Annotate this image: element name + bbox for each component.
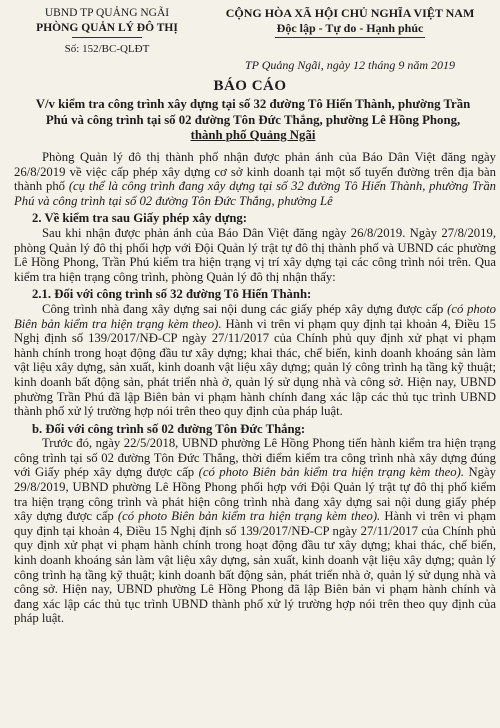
- agency-underline: [72, 37, 142, 38]
- document-body: [14, 150, 496, 626]
- subject-line-2: Phú và công trình tại số 02 đường Tôn Đức Thắng, phường Lê Hồng Phong,: [45, 112, 461, 127]
- section-2-1-heading: 2.1. Đối với công trình số 32 đường Tô Hiến Thành:: [32, 287, 312, 302]
- subject-line-1: V/v kiểm tra công trình xây dựng tại số 32 đường Tô Hiến Thành, phường Trần: [35, 97, 471, 111]
- section-2-paragraph: Sau khi nhận được phản ánh của Báo Dân Việt đăng ngày 26/8/2019. Ngày 27/8/2019, phòng Quản lý đô thị phối hợp với Đội Quản lý trật tự đô thị thành phố và UBND các phường Lê Hồng Phong, Trần Phú kiểm tra hiện trạng vị trí xây dựng tại các công trình nói trên. Qua kiểm tra hiện trạng công trình, phòng Quản lý đô thị nhận thấy:: [14, 225, 496, 284]
- document-date: TP Quảng Ngãi, ngày 12 tháng 9 năm 2019: [244, 58, 456, 72]
- section-b-paragraph: Trước đó, ngày 22/5/2018, UBND phường Lê Hồng Phong tiến hành kiểm tra hiện trạng công trình tại số 02 đường Tôn Đức Thắng, thời điểm kiểm tra công trình nhà xây dựng đúng với Giấy phép xây dựng được cấp (có photo Biên bản kiểm tra hiện trạng kèm theo). Ngày 29/8/2019, UBND phường Lê Hồng Phong phối hợp với Đội Quản lý trật tự đô thị phố kiểm tra hiện trạng công trình và phát hiện công trình nhà đang xây dựng sai nội dung giấy phép xây dựng được cấp (có photo Biên bản kiểm tra hiện trạng kèm theo). Hành vi trên vi phạm quy định tại khoản 4, Điều 15 Nghị định số 139/2017/NĐ-CP ngày 27/11/2017 của Chính phủ quy định xử phạt vi phạm hành chính trong hoạt động đầu tư xây dựng; khai thác, chế biến, kinh doanh khoáng sản làm vật liệu xây dựng, sản xuất, kinh doanh vật liệu xây dựng; quản lý công trình hạ tầng kỹ thuật; kinh doanh bất động sản, phát triển nhà ở, quản lý sử dụng nhà và công sở. Hiện nay, UBND phường Lê Hồng Phong đã lập Biên bản vi phạm hành chính và đang xác lập các thủ tục trình UBND thành phố xử lý trường hợp nói trên theo quy định của pháp luật.: [14, 436, 497, 626]
- document-subject: [14, 97, 492, 144]
- national-title: CỘNG HÒA XÃ HỘI CHỦ NGHĨA VIỆT NAM: [225, 6, 475, 20]
- section-2-heading: 2. Về kiểm tra sau Giấy phép xây dựng:: [32, 211, 247, 226]
- document-number: Số: 152/BC-QLĐT: [64, 43, 150, 55]
- intro-paragraph: Phòng Quản lý đô thị thành phố nhận được phản ánh của Báo Dân Việt đăng ngày 26/8/2019 về việc cấp phép xây dựng cơ sở kinh doanh tại một số tuyến đường trên địa bàn thành phố (cụ thể là công trình đang xây dựng tại số 32 đường Tô Hiến Thành, phường Trần Phú và công trình tại số 02 đường Tôn Đức Thắng, phường Lê: [14, 150, 497, 208]
- agency-name: PHÒNG QUẢN LÝ ĐÔ THỊ: [36, 22, 178, 34]
- motto-underline: [275, 37, 425, 38]
- subject-line-3: thành phố Quảng Ngãi: [190, 128, 316, 142]
- section-2-1-paragraph: Công trình nhà đang xây dựng sai nội dung các giấy phép xây dựng được cấp (có photo Biên bản kiểm tra hiện trạng kèm theo). Hành vi trên vi phạm quy định tại khoản 4, Điều 15 Nghị định số 139/2017/NĐ-CP ngày 27/11/2017 của Chính phủ quy định xử phạt vi phạm hành chính trong hoạt động đầu tư xây dựng; khai thác, chế biến, kinh doanh khoáng sản làm vật liệu xây dựng, sản xuất, kinh doanh vật liệu xây dựng; quản lý công trình hạ tầng kỹ thuật; kinh doanh bất động sản, phát triển nhà ở, quản lý sử dụng nhà và công sở. Hiện nay, UBND phường Trần Phú đã lập Biên bản vi phạm hành chính đang xác lập các thủ tục trình UBND thành phố xử lý trường hợp nói trên theo quy định của pháp luật.: [14, 301, 497, 419]
- national-header: [200, 6, 500, 38]
- document-title: BÁO CÁO: [213, 78, 287, 94]
- section-b-heading: b. Đối với công trình số 02 đường Tôn Đức Thắng:: [32, 421, 306, 436]
- agency-parent: UBND TP QUẢNG NGÃI: [44, 7, 170, 19]
- agency-block: [22, 6, 192, 57]
- national-motto: Độc lập - Tự do - Hạnh phúc: [276, 21, 424, 35]
